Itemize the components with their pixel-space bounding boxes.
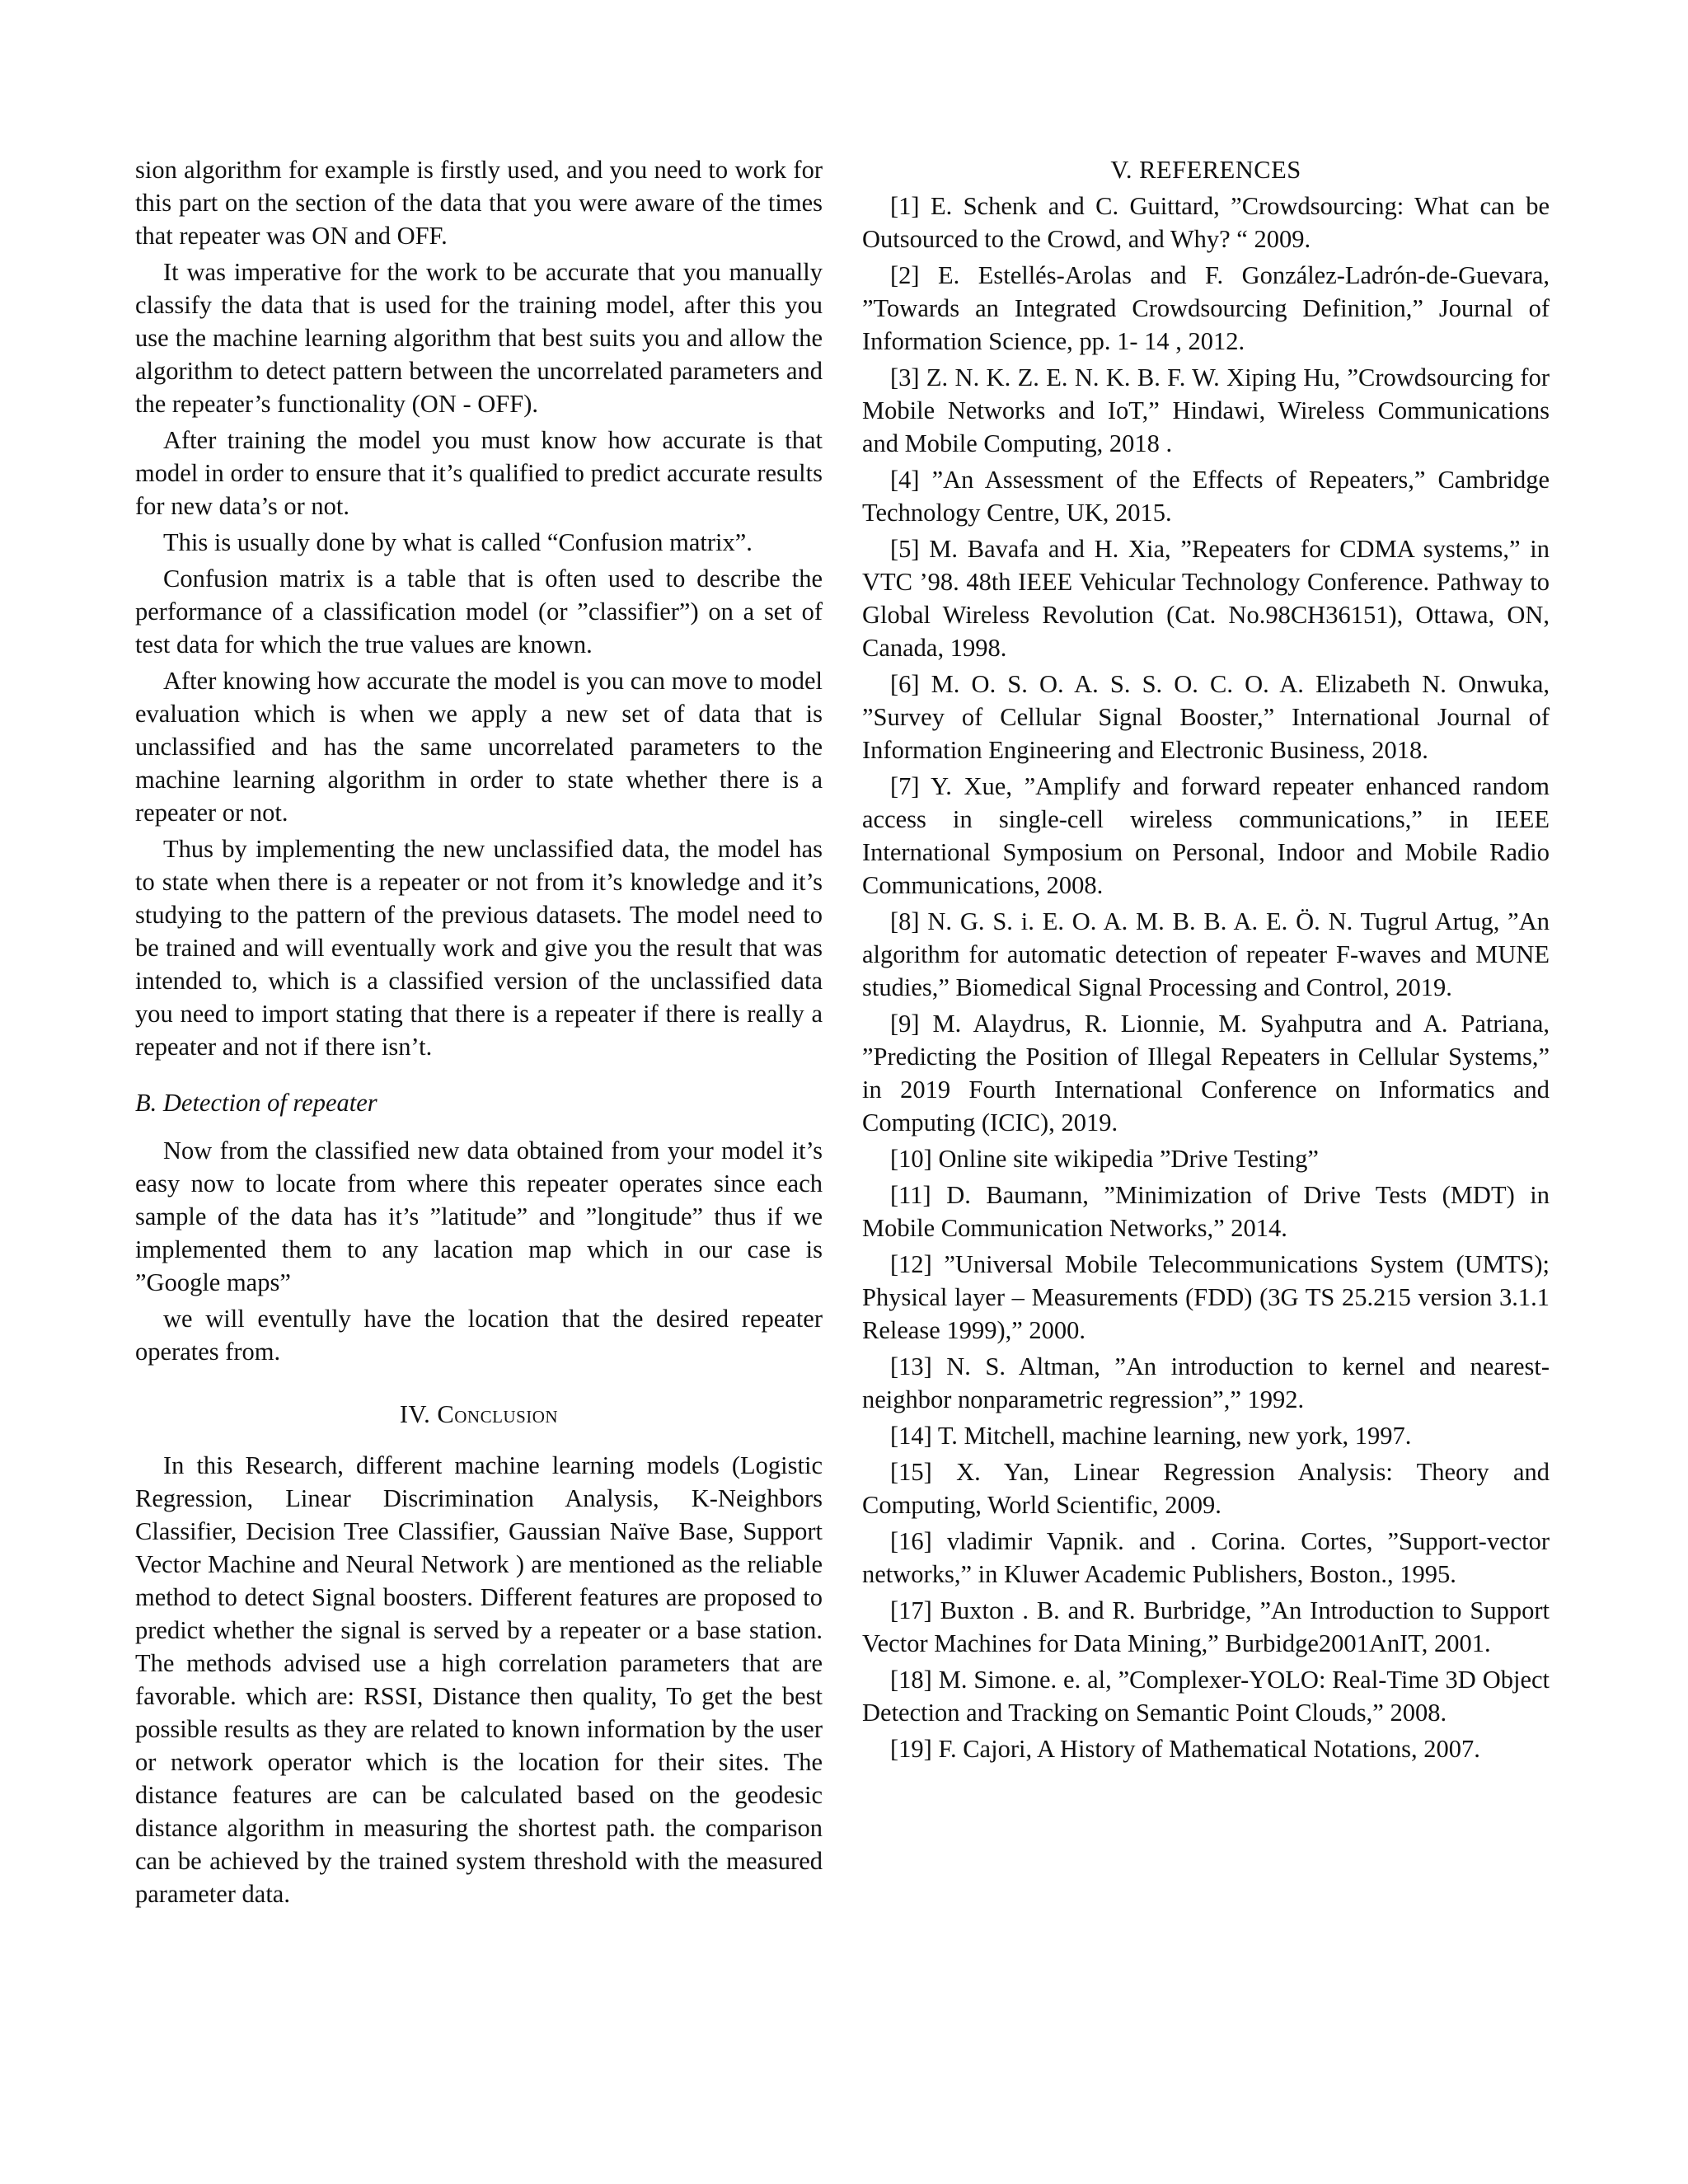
reference-item: [9] M. Alaydrus, R. Lionnie, M. Syahputra and A. Patriana, ”Predicting the Position of Illegal Repeaters in Cellular Systems,” in 2019 Fourth International Conference on Informatics and Computing (ICIC), 2019. [862, 1010, 1550, 1137]
section-number: IV. [399, 1400, 431, 1428]
reference-item: [4] ”An Assessment of the Effects of Repeaters,” Cambridge Technology Centre, UK, 2015. [862, 466, 1550, 527]
section-title: Conclusion [437, 1400, 559, 1428]
reference-item: [13] N. S. Altman, ”An introduction to kernel and nearest-neighbor nonparametric regression”,” 1992. [862, 1352, 1550, 1413]
reference-item: [1] E. Schenk and C. Guittard, ”Crowdsourcing: What can be Outsourced to the Crowd, and Why? “ 2009. [862, 192, 1550, 253]
reference-item: [7] Y. Xue, ”Amplify and forward repeater enhanced random access in single-cell wireless communications,” in IEEE International Symposium on Personal, Indoor and Mobile Radio Communications, 2008. [862, 772, 1550, 899]
paragraph-model-evaluation: After knowing how accurate the model is you can move to model evaluation which is when we apply a new set of data that is unclassified and has the same uncorrelated parameters to the machine learning algorithm in order to state whether there is a repeater or not. [135, 667, 823, 827]
reference-item: [8] N. G. S. i. E. O. A. M. B. B. A. E. Ö. N. Tugrul Artug, ”An algorithm for automatic detection of repeater F-waves and MUNE studies,” Biomedical Signal Processing and Control, 2019. [862, 907, 1550, 1001]
paragraph-continued: sion algorithm for example is firstly used, and you need to work for this part on the section of the data that you were aware of the times that repeater was ON and OFF. [135, 156, 823, 250]
paragraph-detection: Now from the classified new data obtained from your model it’s easy now to locate from where this repeater operates since each sample of the data has it’s ”latitude” and ”longitude” thus if we implemented them to any lacation map which in our case is ”Google maps” [135, 1137, 823, 1296]
left-column [135, 153, 823, 1914]
reference-item: [16] vladimir Vapnik. and . Corina. Cortes, ”Support-vector networks,” in Kluwer Academic Publishers, Boston., 1995. [862, 1527, 1550, 1588]
reference-item: [19] F. Cajori, A History of Mathematical Notations, 2007. [890, 1735, 1480, 1763]
subsection-title: B. Detection of repeater [135, 1089, 377, 1117]
reference-item: [5] M. Bavafa and H. Xia, ”Repeaters for CDMA systems,” in VTC ’98. 48th IEEE Vehicular Technology Conference. Pathway to Global Wireless Revolution (Cat. No.98CH36151), Ottawa, ON, Canada, 1998. [862, 535, 1550, 662]
reference-item: [11] D. Baumann, ”Minimization of Drive Tests (MDT) in Mobile Communication Networks,” 2014. [862, 1181, 1550, 1242]
paragraph-model-accuracy: After training the model you must know how accurate is that model in order to ensure that it’s qualified to predict accurate results for new data’s or not. [135, 426, 823, 520]
paragraph-conclusion: In this Research, different machine learning models (Logistic Regression, Linear Discrimination Analysis, K-Neighbors Classifier, Decision Tree Classifier, Gaussian Naïve Base, Support Vector Machine and Neural Network ) are mentioned as the reliable method to detect Signal boosters. Different features are proposed to predict whether the signal is served by a repeater or a base station. The methods advised use a high correlation parameters that are favorable. which are: RSSI, Distance then quality, To get the best possible results as they are related to known information by the user or network operator which is the location for their sites. The distance features are can be calculated based on the geodesic distance algorithm in measuring the shortest path. the comparison can be achieved by the trained system threshold with the measured parameter data. [135, 1451, 823, 1908]
section-heading-conclusion [135, 1398, 823, 1431]
reference-item: [2] E. Estellés-Arolas and F. González-Ladrón-de-Guevara, ”Towards an Integrated Crowdsourcing Definition,” Journal of Information Science, pp. 1- 14 , 2012. [862, 261, 1550, 355]
right-column [862, 153, 1550, 1769]
reference-item: [17] Buxton . B. and R. Burbridge, ”An Introduction to Support Vector Machines for Data Mining,” Burbidge2001AnIT, 2001. [862, 1596, 1550, 1657]
paragraph-confusion-matrix-intro: This is usually done by what is called “Confusion matrix”. [163, 528, 753, 556]
reference-item: [18] M. Simone. e. al, ”Complexer-YOLO: Real-Time 3D Object Detection and Tracking on Semantic Point Clouds,” 2008. [862, 1666, 1550, 1727]
paragraph-unclassified-data: Thus by implementing the new unclassified data, the model has to state when there is a repeater or not from it’s knowledge and it’s studying to the pattern of the previous datasets. The model need to be trained and will eventually work and give you the result that was intended to, which is a classified version of the unclassified data you need to import stating that there is a repeater if there is really a repeater and not if there isn’t. [135, 835, 823, 1061]
reference-item: [12] ”Universal Mobile Telecommunications System (UMTS); Physical layer – Measurements (FDD) (3G TS 25.215 version 3.1.1 Release 1999),” 2000. [862, 1250, 1550, 1344]
paragraph-confusion-matrix-definition: Confusion matrix is a table that is often used to describe the performance of a classification model (or ”classifier”) on a set of test data for which the true values are known. [135, 565, 823, 658]
references-heading: V. REFERENCES [1110, 156, 1301, 184]
reference-item: [6] M. O. S. O. A. S. S. O. C. O. A. Elizabeth N. Onwuka, ”Survey of Cellular Signal Booster,” International Journal of Information Engineering and Electronic Business, 2018. [862, 670, 1550, 764]
reference-item: [14] T. Mitchell, machine learning, new york, 1997. [890, 1422, 1412, 1450]
paragraph-manual-classification: It was imperative for the work to be accurate that you manually classify the data that is used for the training model, after this you use the machine learning algorithm that best suits you and allow the algorithm to detect pattern between the uncorrelated parameters and the repeater’s functionality (ON - OFF). [135, 258, 823, 418]
reference-item: [15] X. Yan, Linear Regression Analysis: Theory and Computing, World Scientific, 2009. [862, 1458, 1550, 1519]
paragraph-location: we will eventully have the location that the desired repeater operates from. [135, 1305, 823, 1366]
reference-item: [10] Online site wikipedia ”Drive Testing” [890, 1145, 1319, 1173]
reference-item: [3] Z. N. K. Z. E. N. K. B. F. W. Xiping Hu, ”Crowdsourcing for Mobile Networks and IoT,” Hindawi, Wireless Communications and Mobile Computing, 2018 . [862, 363, 1550, 457]
